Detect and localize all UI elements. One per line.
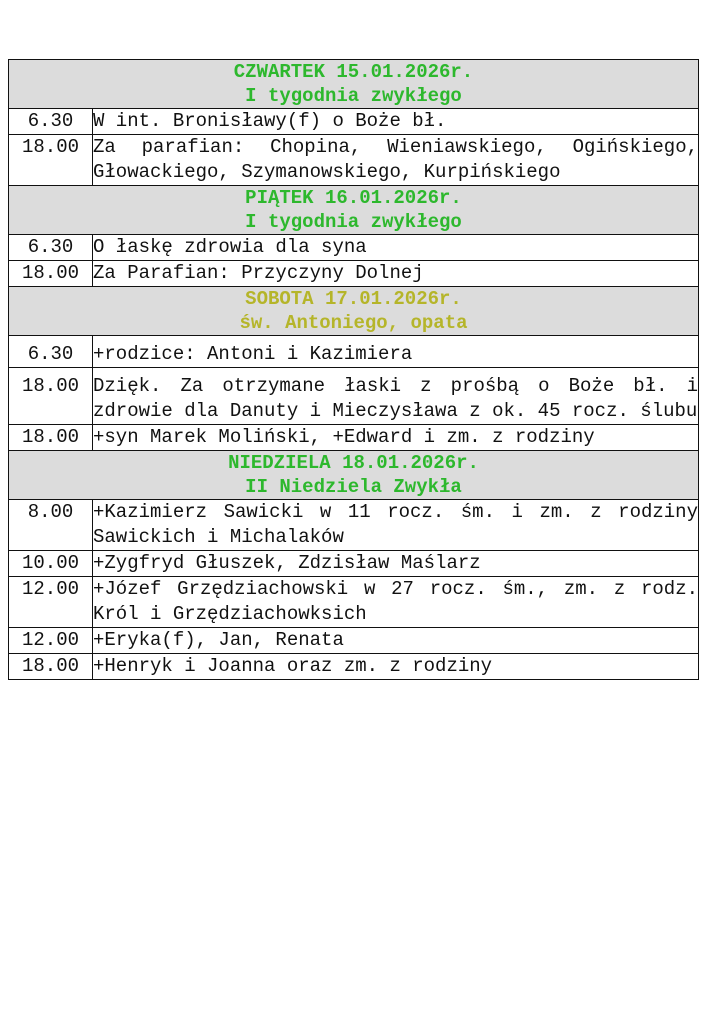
- mass-time: 10.00: [9, 551, 93, 577]
- mass-time: 12.00: [9, 577, 93, 628]
- day-title: NIEDZIELA 18.01.2026r.: [228, 452, 479, 474]
- mass-row: [9, 551, 699, 577]
- mass-row: [9, 235, 699, 261]
- mass-intention: W int. Bronisławy(f) o Boże bł.: [93, 109, 699, 135]
- day-subtitle: św. Antoniego, opata: [239, 312, 468, 334]
- mass-intention: Za Parafian: Przyczyny Dolnej: [93, 261, 699, 287]
- day-subtitle: I tygodnia zwykłego: [245, 85, 462, 107]
- day-header: [9, 451, 699, 500]
- day-header-row: [9, 287, 699, 336]
- mass-intention: +Zygfryd Głuszek, Zdzisław Maślarz: [93, 551, 699, 577]
- day-subtitle: II Niedziela Zwykła: [245, 476, 462, 498]
- mass-time: 6.30: [9, 235, 93, 261]
- mass-intention: +Henryk i Joanna oraz zm. z rodziny: [93, 654, 699, 680]
- mass-time: 18.00: [9, 425, 93, 451]
- mass-time: 18.00: [9, 368, 93, 425]
- day-header: [9, 287, 699, 336]
- mass-row: [9, 654, 699, 680]
- mass-time: 8.00: [9, 500, 93, 551]
- day-subtitle: I tygodnia zwykłego: [245, 211, 462, 233]
- mass-intention: Dzięk. Za otrzymane łaski z prośbą o Boże bł. i zdrowie dla Danuty i Mieczysława z ok. 45 rocz. ślubu: [93, 368, 699, 425]
- mass-row: [9, 500, 699, 551]
- day-header-row: [9, 60, 699, 109]
- day-title: CZWARTEK 15.01.2026r.: [233, 61, 474, 83]
- mass-time: 12.00: [9, 628, 93, 654]
- mass-time: 6.30: [9, 109, 93, 135]
- mass-row: [9, 135, 699, 186]
- day-header-row: [9, 186, 699, 235]
- mass-row: [9, 109, 699, 135]
- mass-intention: +syn Marek Moliński, +Edward i zm. z rodziny: [93, 425, 699, 451]
- mass-intention: +Eryka(f), Jan, Renata: [93, 628, 699, 654]
- mass-row: [9, 368, 699, 425]
- mass-intention: +rodzice: Antoni i Kazimiera: [93, 336, 699, 368]
- day-header: [9, 60, 699, 109]
- day-header: [9, 186, 699, 235]
- mass-row: [9, 336, 699, 368]
- mass-intention: O łaskę zdrowia dla syna: [93, 235, 699, 261]
- mass-row: [9, 425, 699, 451]
- day-title: SOBOTA 17.01.2026r.: [245, 288, 462, 310]
- mass-intention: +Józef Grzędziachowski w 27 rocz. śm., zm. z rodz. Król i Grzędziachowksich: [93, 577, 699, 628]
- mass-time: 18.00: [9, 654, 93, 680]
- mass-intention: Za parafian: Chopina, Wieniawskiego, Ogińskiego, Głowackiego, Szymanowskiego, Kurpińskiego: [93, 135, 699, 186]
- mass-row: [9, 577, 699, 628]
- mass-time: 6.30: [9, 336, 93, 368]
- mass-schedule-table: [8, 59, 699, 680]
- day-title: PIĄTEK 16.01.2026r.: [245, 187, 462, 209]
- mass-time: 18.00: [9, 261, 93, 287]
- mass-intention: +Kazimierz Sawicki w 11 rocz. śm. i zm. z rodziny Sawickich i Michalaków: [93, 500, 699, 551]
- mass-row: [9, 261, 699, 287]
- mass-time: 18.00: [9, 135, 93, 186]
- mass-row: [9, 628, 699, 654]
- day-header-row: [9, 451, 699, 500]
